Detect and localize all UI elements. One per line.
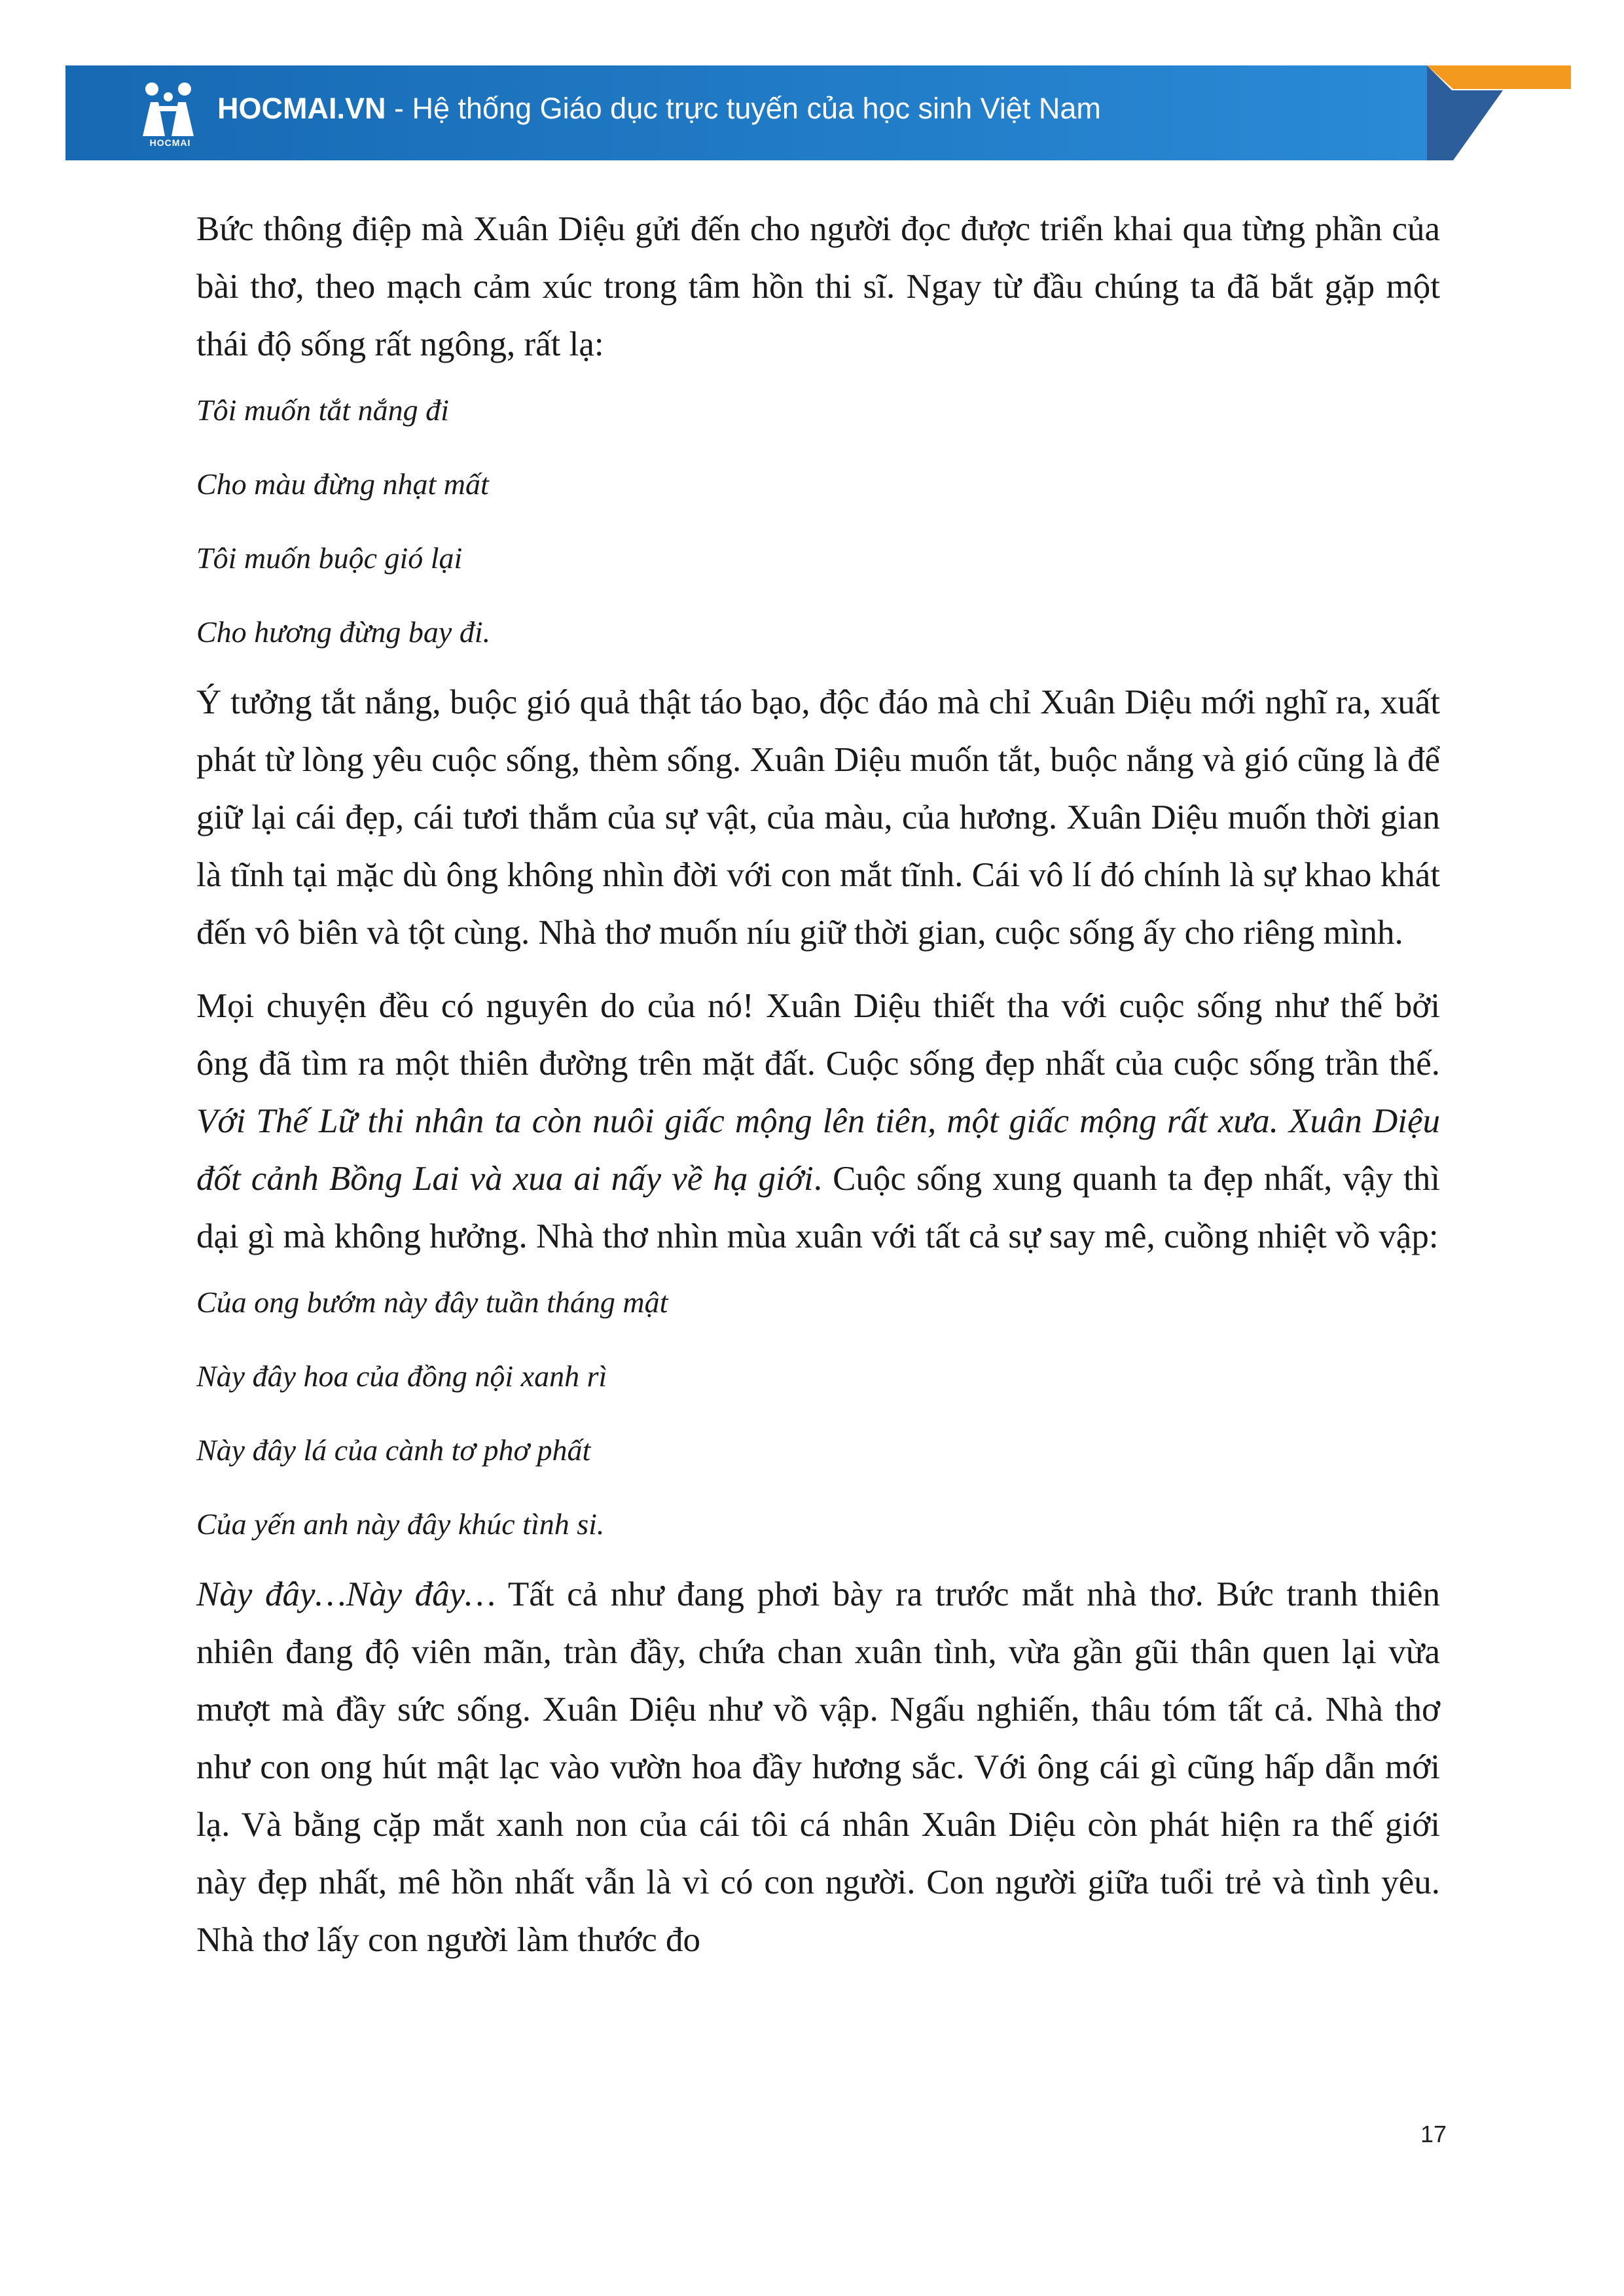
paragraph-4 — [196, 1566, 1440, 1969]
paragraph-4-text: Tất cả như đang phơi bày ra trước mắt nhà thơ. Bức tranh thiên nhiên đang độ viên mãn, tràn đầy, chứa chan xuân tình, vừa gần gũi thân quen lại vừa mượt mà đầy sức sống. Xuân Diệu như vồ vập. Ngấu nghiến, thâu tóm tất cả. Nhà thơ như con ong hút mật lạc vào vườn hoa đầy hương sắc. Với ông cái gì cũng hấp dẫn mới lạ. Và bằng cặp mắt xanh non của cái tôi cá nhân Xuân Diệu còn phát hiện ra thế giới này đẹp nhất, mê hồn nhất vẫn là vì có con người. Con người giữa tuổi trẻ và tình yêu. Nhà thơ lấy con người làm thước đo — [196, 1575, 1440, 1959]
paragraph-2: Ý tưởng tắt nắng, buộc gió quả thật táo bạo, độc đáo mà chỉ Xuân Diệu mới nghĩ ra, xuất phát từ lòng yêu cuộc sống, thèm sống. Xuân Diệu muốn tắt, buộc nắng và gió cũng là để giữ lại cái đẹp, cái tươi thắm của sự vật, của màu, của hương. Xuân Diệu muốn thời gian là tĩnh tại mặc dù ông không nhìn đời với con mắt tĩnh. Cái vô lí đó chính là sự khao khát đến vô biên và tột cùng. Nhà thơ muốn níu giữ thời gian, cuộc sống ấy cho riêng mình. — [196, 683, 1440, 952]
page-number: 17 — [1420, 2121, 1447, 2147]
logo-text: HOCMAI — [149, 137, 191, 148]
verse-line: Này đây hoa của đồng nội xanh rì — [196, 1359, 607, 1393]
verse-line: Của ong bướm này đây tuần tháng mật — [196, 1285, 668, 1319]
paragraph-1: Bức thông điệp mà Xuân Diệu gửi đến cho người đọc được triển khai qua từng phần của bài thơ, theo mạch cảm xúc trong tâm hồn thi sĩ. Ngay từ đầu chúng ta đã bắt gặp một thái độ sống rất ngông, rất lạ: — [196, 210, 1440, 363]
paragraph-3-text: . Cuộc sống xung quanh ta đẹp nhất, vậy thì dại gì mà không hưởng. Nhà thơ nhìn mùa xuân với tất cả sự say mê, cuồng nhiệt vồ vập: — [196, 1160, 1440, 1255]
paragraph-3-text: Mọi chuyện đều có nguyên do của nó! Xuân Diệu thiết tha với cuộc sống như thế bởi ông đã tìm ra một thiên đường trên mặt đất. Cuộc sống đẹp nhất của cuộc sống trần thế. — [196, 987, 1440, 1083]
header-tagline: - Hệ thống Giáo dục trực tuyến của học sinh Việt Nam — [386, 92, 1101, 125]
header-title — [217, 92, 1101, 126]
brand-name: HOCMAI.VN — [217, 92, 386, 125]
page-content — [196, 200, 1440, 1984]
verse-line: Tôi muốn buộc gió lại — [196, 541, 463, 575]
verse-line: Của yến anh này đây khúc tình si. — [196, 1507, 605, 1541]
verse-line: Tôi muốn tắt nắng đi — [196, 393, 449, 427]
verse-line: Cho màu đừng nhạt mất — [196, 467, 489, 501]
verse-line: Cho hương đừng bay đi. — [196, 615, 491, 649]
paragraph-3 — [196, 977, 1440, 1265]
header-banner — [65, 65, 1571, 160]
verse-line: Này đây lá của cành tơ phơ phất — [196, 1433, 591, 1467]
paragraph-4-quote: Này đây…Này đây… — [196, 1575, 496, 1613]
paragraph-3-quote: Với Thế Lữ thi nhân ta còn nuôi giấc mộng lên tiên, một giấc mộng rất xưa. Xuân Diệu đốt cảnh Bồng Lai và xua ai nấy về hạ giới — [196, 1102, 1440, 1198]
